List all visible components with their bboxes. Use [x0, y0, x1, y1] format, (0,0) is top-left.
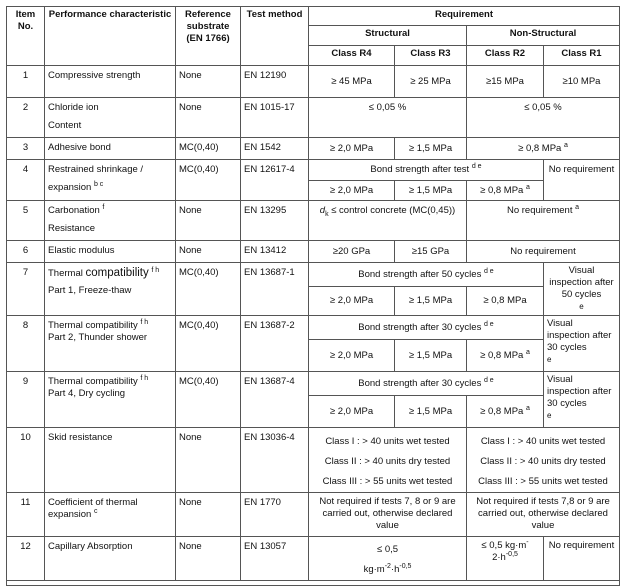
value-text: No requirement [506, 205, 573, 216]
test-method: EN 13412 [241, 241, 309, 263]
value-text: ≤ 0,5 [376, 544, 399, 555]
value-r1: No requirement [544, 537, 620, 581]
performance-characteristic: Skid resistance [45, 428, 176, 493]
value-text: ≥ 0,8 MPa [480, 184, 524, 196]
item-no: 2 [7, 98, 45, 138]
value-non-structural: ≤ 0,05 % [467, 98, 620, 138]
performance-characteristic [45, 201, 176, 241]
value-text: ≤ control concrete (MC(0,45)) [331, 205, 456, 216]
header-reference-substrate: Reference substrate (EN 1766) [176, 7, 241, 66]
bond-strength-heading [309, 316, 544, 340]
value-text: ≤ 0,5 kg·m [481, 540, 527, 551]
value-r4: ≥ 2,0 MPa [309, 340, 395, 372]
name-line-1: Thermal [48, 268, 83, 279]
name-line-1: Coefficient of thermal [48, 497, 138, 508]
test-method: EN 13295 [241, 201, 309, 241]
header-item-no: Item No. [7, 7, 45, 66]
value-text: ≥ 0,8 MPa [518, 142, 562, 154]
reference-substrate: MC(0,40) [176, 263, 241, 316]
name-line-2: Resistance [48, 223, 95, 234]
reference-substrate: MC(0,40) [176, 372, 241, 428]
header-class-r4: Class R4 [309, 46, 395, 66]
item-no: 12 [7, 537, 45, 581]
table-footer [7, 581, 620, 586]
reference-substrate: None [176, 428, 241, 493]
value-r1: ≥10 MPa [544, 66, 620, 98]
unit-exp: -2 [384, 562, 391, 570]
test-method: EN 13687-1 [241, 263, 309, 316]
value-r3: ≥ 25 MPa [395, 66, 467, 98]
table-row [7, 241, 620, 263]
value-non-structural: No requirement [467, 241, 620, 263]
header-requirement: Requirement [309, 7, 620, 26]
name-line-1: Thermal compatibility [48, 376, 138, 387]
value-structural [309, 537, 467, 581]
table-row [7, 428, 620, 493]
skid-class-3: Class III : > 55 units wet tested [478, 476, 608, 487]
reference-substrate: None [176, 98, 241, 138]
value-r3: ≥ 1,5 MPa [395, 138, 467, 160]
table-row [7, 372, 620, 396]
reference-substrate: None [176, 537, 241, 581]
reference-substrate: None [176, 66, 241, 98]
header-non-structural: Non-Structural [467, 26, 620, 46]
value-r1 [544, 263, 620, 316]
test-method: EN 12190 [241, 66, 309, 98]
test-method: EN 1542 [241, 138, 309, 160]
value-text: Visual inspection after 30 cycles [547, 318, 612, 353]
footnote-mark: a [575, 203, 580, 211]
name-line-2: Part 2, Thunder shower [48, 332, 148, 343]
performance-characteristic [45, 372, 176, 428]
performance-characteristic [45, 316, 176, 372]
reference-substrate: MC(0,40) [176, 138, 241, 160]
value-r2: ≥ 0,8 MPa [467, 287, 544, 316]
value-text: Visual inspection after 50 cycles [549, 265, 614, 300]
value-r4: ≥ 45 MPa [309, 66, 395, 98]
value-r2 [467, 181, 544, 201]
unit-exp: -0,5 [505, 550, 518, 558]
value-r2 [467, 340, 544, 372]
item-no: 8 [7, 316, 45, 372]
header-structural: Structural [309, 26, 467, 46]
value-r4: ≥ 2,0 MPa [309, 396, 395, 428]
footnote-mark: c [93, 507, 98, 515]
performance-characteristic: Capillary Absorption [45, 537, 176, 581]
performance-characteristic: Compressive strength [45, 66, 176, 98]
footnote-mark: d e [483, 320, 494, 328]
table-row [7, 316, 620, 340]
header-class-r2: Class R2 [467, 46, 544, 66]
value-structural [309, 201, 467, 241]
item-no: 4 [7, 160, 45, 201]
test-method: EN 13687-2 [241, 316, 309, 372]
dk-subscript: k [325, 210, 329, 218]
table-row [7, 263, 620, 287]
bond-strength-text: Bond strength after test [370, 164, 470, 175]
skid-class-2: Class II : > 40 units dry tested [324, 456, 451, 467]
footnote-mark: f [102, 203, 105, 211]
test-method: EN 13687-4 [241, 372, 309, 428]
value-r2 [467, 396, 544, 428]
name-big: compatibility [85, 267, 149, 279]
item-no: 9 [7, 372, 45, 428]
name-line-2: Part 1, Freeze-thaw [48, 285, 132, 296]
item-no: 10 [7, 428, 45, 493]
bond-strength-text: Bond strength after 30 cycles [358, 377, 482, 389]
footnote-mark: f h [140, 318, 149, 326]
footnote-mark: d e [471, 162, 482, 170]
footnote-mark: e [579, 302, 584, 311]
value-r4: ≥ 2,0 MPa [309, 181, 395, 201]
item-no: 3 [7, 138, 45, 160]
unit-h: ·h [497, 552, 506, 563]
table-row [7, 537, 620, 581]
table-row [7, 66, 620, 98]
footnote-mark: d e [483, 267, 494, 275]
value-text: ≥ 0,8 MPa [480, 405, 524, 417]
bond-strength-text: Bond strength after 50 cycles [358, 268, 482, 280]
performance-characteristic: Elastic modulus [45, 241, 176, 263]
name-line-1: Chloride ion [48, 102, 99, 113]
bond-strength-heading [309, 372, 544, 396]
name-line-2: expansion [48, 182, 92, 193]
table-row [7, 138, 620, 160]
value-text: Visual inspection after 30 cycles [547, 374, 612, 409]
value-r3: ≥ 1,5 MPa [395, 287, 467, 316]
test-method: EN 1770 [241, 493, 309, 537]
value-structural: ≤ 0,05 % [309, 98, 467, 138]
reference-substrate: None [176, 241, 241, 263]
value-r1 [544, 316, 620, 372]
test-method: EN 1015-17 [241, 98, 309, 138]
unit-line-2: 2 [492, 552, 498, 563]
footnote-mark: e [547, 355, 552, 364]
bond-strength-heading [309, 263, 544, 287]
reference-substrate: None [176, 201, 241, 241]
bond-strength-text: Bond strength after 30 cycles [358, 321, 482, 333]
performance-characteristic [45, 160, 176, 201]
unit-exp: -0,5 [399, 562, 412, 570]
table-row [7, 201, 620, 241]
value-r1: No requirement [544, 160, 620, 201]
performance-characteristic [45, 263, 176, 316]
value-r1 [544, 372, 620, 428]
value-text: ≥ 0,8 MPa [480, 349, 524, 361]
value-r4: ≥ 2,0 MPa [309, 287, 395, 316]
table-row [7, 493, 620, 537]
header-class-r1: Class R1 [544, 46, 620, 66]
name-line-1: Restrained shrinkage / [48, 164, 144, 175]
value-r3: ≥15 GPa [395, 241, 467, 263]
name-line-2: Part 4, Dry cycling [48, 388, 126, 399]
skid-class-1: Class I : > 40 units wet tested [480, 436, 606, 447]
footnote-mark: d e [483, 376, 494, 384]
item-no: 11 [7, 493, 45, 537]
value-r4: ≥20 GPa [309, 241, 395, 263]
name-line-2: Content [48, 120, 82, 131]
value-non-structural: Not required if tests 7,8 or 9 are carried out, otherwise declared value [467, 493, 620, 537]
skid-class-2: Class II : > 40 units dry tested [480, 456, 606, 467]
name-line-2: expansion [48, 509, 92, 520]
footnote-mark: b c [93, 180, 104, 188]
unit-exp: - [526, 538, 529, 546]
dk-symbol: d [319, 205, 326, 216]
value-non-structural [467, 428, 620, 493]
test-method: EN 13036-4 [241, 428, 309, 493]
unit-h: ·h [390, 564, 400, 575]
value-r3: ≥ 1,5 MPa [395, 396, 467, 428]
value-r4: ≥ 2,0 MPa [309, 138, 395, 160]
item-no: 1 [7, 66, 45, 98]
table-footer-row [7, 581, 620, 586]
name-line-1: Thermal compatibility [48, 320, 138, 331]
table-row [7, 98, 620, 138]
reference-substrate: None [176, 493, 241, 537]
performance-characteristic: Adhesive bond [45, 138, 176, 160]
footnote-mark: a [525, 348, 530, 356]
test-method: EN 13057 [241, 537, 309, 581]
value-r3: ≥ 1,5 MPa [395, 340, 467, 372]
footnote-mark: a [525, 183, 530, 191]
performance-characteristic [45, 493, 176, 537]
header-performance: Performance characteristic [45, 7, 176, 66]
skid-class-1: Class I : > 40 units wet tested [325, 436, 450, 447]
value-non-structural [467, 138, 620, 160]
value-structural [309, 428, 467, 493]
unit-kgm: kg·m [363, 564, 385, 575]
test-method: EN 12617-4 [241, 160, 309, 201]
reference-substrate: MC(0,40) [176, 316, 241, 372]
footnote-mark: f h [151, 266, 160, 274]
requirements-table [6, 6, 620, 586]
value-r2 [467, 537, 544, 581]
table-row [7, 160, 620, 181]
footnote-mark: a [525, 404, 530, 412]
name-line-1: Carbonation [48, 205, 100, 216]
item-no: 7 [7, 263, 45, 316]
footnote-mark: e [547, 411, 552, 420]
value-structural: Not required if tests 7, 8 or 9 are carried out, otherwise declared value [309, 493, 467, 537]
header-class-r3: Class R3 [395, 46, 467, 66]
footnote-mark: a [563, 141, 568, 149]
value-r3: ≥ 1,5 MPa [395, 181, 467, 201]
value-non-structural [467, 201, 620, 241]
reference-substrate: MC(0,40) [176, 160, 241, 201]
footnote-mark: f h [140, 374, 149, 382]
performance-characteristic [45, 98, 176, 138]
skid-class-3: Class III : > 55 units wet tested [322, 476, 453, 487]
header-test-method: Test method [241, 7, 309, 66]
bond-strength-heading [309, 160, 544, 181]
item-no: 6 [7, 241, 45, 263]
value-r2: ≥15 MPa [467, 66, 544, 98]
item-no: 5 [7, 201, 45, 241]
